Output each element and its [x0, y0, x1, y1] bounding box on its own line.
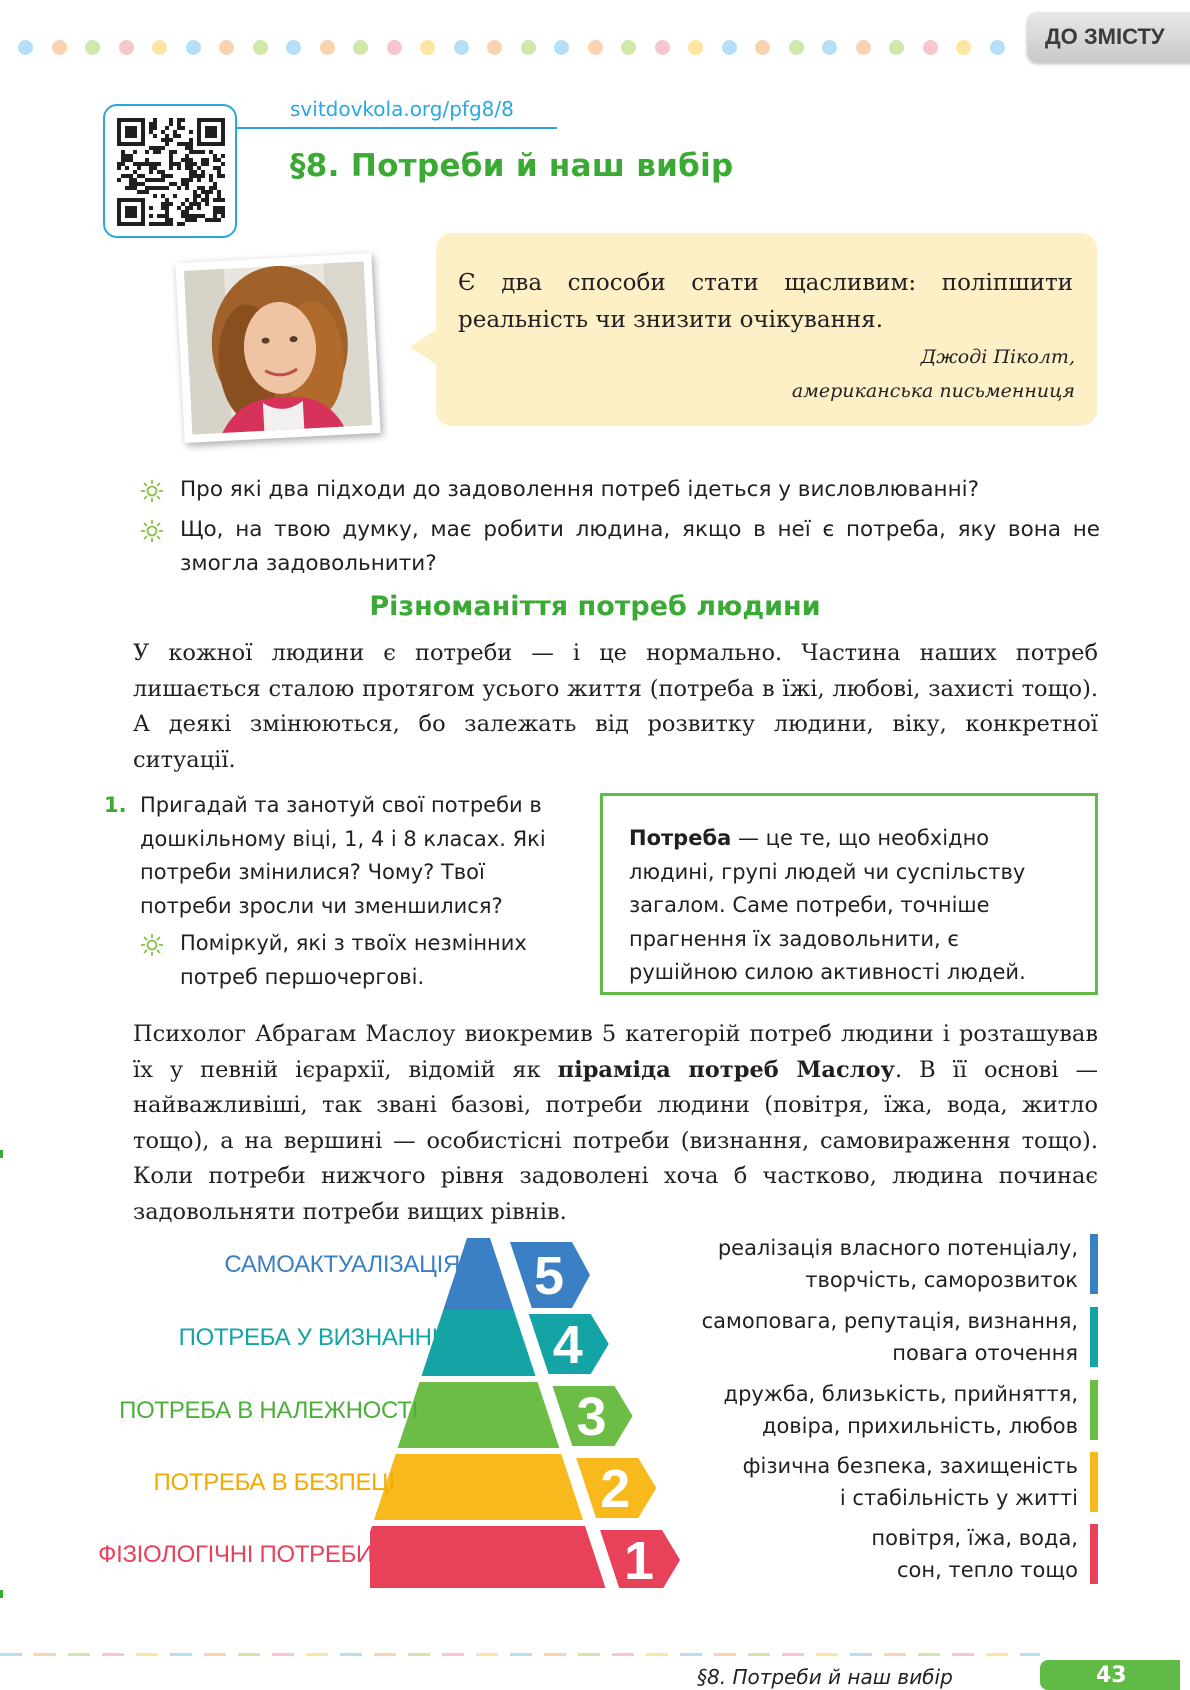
- qr-code-icon: [117, 118, 225, 226]
- sun-icon: [140, 479, 164, 503]
- decorative-dash: [986, 1653, 1008, 1656]
- decorative-dash: [306, 1653, 328, 1656]
- lesson-title: §8. Потреби й наш вибір: [290, 148, 734, 184]
- description-line: сон, тепло тощо: [896, 1558, 1078, 1582]
- decorative-dot: [152, 40, 167, 55]
- decorative-dot: [119, 40, 134, 55]
- description-color-bar: [1090, 1234, 1098, 1294]
- paragraph-maslow: [133, 1017, 1098, 1230]
- author-photo: [175, 253, 380, 443]
- decorative-dash: [510, 1653, 532, 1656]
- decorative-dash: [204, 1653, 226, 1656]
- decorative-dash: [612, 1653, 634, 1656]
- decorative-dash: [340, 1653, 362, 1656]
- definition-term: Потреба: [629, 826, 732, 850]
- decorative-dash: [918, 1653, 940, 1656]
- decorative-dash: [646, 1653, 668, 1656]
- description-line: і стабільність у житті: [839, 1486, 1078, 1510]
- decorative-dash: [952, 1653, 974, 1656]
- decorative-dash: [714, 1653, 736, 1656]
- decorative-dash: [34, 1653, 56, 1656]
- description-line: реалізація власного потенціалу,: [717, 1236, 1078, 1260]
- quote-author: [792, 340, 1075, 408]
- decorative-dot: [688, 40, 703, 55]
- decorative-dash: [748, 1653, 770, 1656]
- decorative-dash: [102, 1653, 124, 1656]
- decorative-dash: [442, 1653, 464, 1656]
- edge-mark: [0, 1590, 3, 1598]
- decorative-dot: [956, 40, 971, 55]
- task-hint: [140, 927, 574, 994]
- decorative-dash: [272, 1653, 294, 1656]
- decorative-dot: [621, 40, 636, 55]
- pyramid-level-label: ПОТРЕБА У ВИЗНАННІ: [178, 1324, 438, 1351]
- decorative-dot: [923, 40, 938, 55]
- description-line: повага оточення: [892, 1341, 1078, 1365]
- toc-button[interactable]: [1027, 12, 1190, 62]
- decorative-dot: [52, 40, 67, 55]
- decorative-dash: [884, 1653, 906, 1656]
- paragraph-maslow-start: Психолог Абрагам Маслоу виокремив 5 категорій потреб людини і розташував їх у певній ієрархії, відомій як: [133, 1021, 1098, 1083]
- decorative-dot: [889, 40, 904, 55]
- decorative-dash: [408, 1653, 430, 1656]
- pyramid-level-number: 4: [552, 1315, 583, 1375]
- description-line: довіра, прихильність, любов: [761, 1414, 1078, 1438]
- decorative-dash: [170, 1653, 192, 1656]
- pyramid-level-number: 2: [600, 1459, 631, 1519]
- question-item: [140, 513, 1100, 581]
- decorative-dot: [554, 40, 569, 55]
- description-color-bar: [1090, 1452, 1098, 1512]
- description-line: повітря, їжа, вода,: [871, 1526, 1078, 1550]
- task-1: [104, 789, 574, 994]
- decorative-dot: [454, 40, 469, 55]
- decorative-dot: [755, 40, 770, 55]
- decorative-dash: [544, 1653, 566, 1656]
- pyramid-level-description: [724, 1378, 1078, 1442]
- sun-icon: [140, 519, 164, 543]
- description-line: самоповага, репутація, визнання,: [701, 1309, 1078, 1333]
- decorative-dot: [219, 40, 234, 55]
- decorative-dot: [353, 40, 368, 55]
- paragraph-maslow-end: . В її основі — найважливіші, так звані базові, потреби людини (повітря, їжа, вода, житло тощо), а на вершині — особистісні потреби (визнання, самовираження тощо). Коли потреби нижчого рівня задоволені хоча б частково, людина починає задовольняти потреби вищих рівнів.: [133, 1056, 1099, 1225]
- description-line: фізична безпека, захищеність: [742, 1454, 1078, 1478]
- pyramid-level-label: ПОТРЕБА В БЕЗПЕЦІ: [153, 1469, 395, 1496]
- pyramid-level-label: ФІЗІОЛОГІЧНІ ПОТРЕБИ: [98, 1541, 373, 1568]
- decorative-dot: [85, 40, 100, 55]
- task-number: 1.: [104, 793, 127, 817]
- decorative-dot: [990, 40, 1005, 55]
- decorative-dot: [856, 40, 871, 55]
- description-line: дружба, близькість, прийняття,: [723, 1382, 1078, 1406]
- quote-text: Є два способи стати щасливим: поліпшити реальність чи знизити очікування.: [458, 270, 1073, 333]
- decorative-dash: [238, 1653, 260, 1656]
- decorative-dot: [186, 40, 201, 55]
- question-text: Що, на твою думку, має робити людина, якщо в неї є потреба, яку вона не змогла задовольнити?: [180, 517, 1100, 576]
- pyramid-level-2: [374, 1454, 583, 1520]
- description-color-bar: [1090, 1524, 1098, 1584]
- definition-text: — це те, що необхідно людині, групі людей чи суспільству загалом. Саме потреби, точніше прагнення їх задовольнити, є рушійною силою активності людей.: [629, 826, 1026, 984]
- quote-author-role: американська письменниця: [791, 380, 1075, 402]
- question-text: Про які два підходи до задоволення потреб ідеться у висловлюванні?: [180, 477, 980, 502]
- paragraph-intro: У кожної людини є потреби — і це нормально. Частина наших потреб лишається сталою протягом усього життя (потреба в їжі, любові, захисті тощо). А деякі змінюються, бо залежать від розвитку людини, віку, конкретної ситуації.: [133, 640, 1098, 773]
- footer-title: §8. Потреби й наш вибір: [697, 1665, 953, 1689]
- pyramid-level-description: [743, 1450, 1078, 1514]
- pyramid-level-3: [398, 1382, 560, 1448]
- decorative-dot: [320, 40, 335, 55]
- question-item: [140, 473, 1100, 507]
- page-number: 43: [1040, 1660, 1180, 1690]
- decorative-dash: [850, 1653, 872, 1656]
- decorative-dash: [68, 1653, 90, 1656]
- portrait-image: [184, 261, 372, 434]
- decorative-dot: [387, 40, 402, 55]
- pyramid-level-4: [421, 1310, 535, 1376]
- decorative-dash: [680, 1653, 702, 1656]
- definition-box: [600, 793, 1098, 995]
- pyramid-level-label: САМОАКТУАЛІЗАЦІЯ: [224, 1251, 460, 1278]
- pyramid-level-number: 5: [533, 1246, 565, 1306]
- decorative-dot: [286, 40, 301, 55]
- top-dotted-border: [18, 40, 1028, 56]
- toc-label: ДО ЗМІСТУ: [1045, 24, 1165, 49]
- maslow-pyramid: [370, 1238, 720, 1588]
- section-title: Різноманіття потреб людини: [369, 591, 821, 622]
- qr-connector-line: [237, 127, 557, 129]
- site-link[interactable]: svitdovkola.org/pfg8/8: [290, 97, 514, 121]
- pyramid-level-number: 3: [576, 1387, 607, 1447]
- decorative-dot: [253, 40, 268, 55]
- decorative-dot: [487, 40, 502, 55]
- decorative-dash: [782, 1653, 804, 1656]
- edge-mark: [0, 1150, 3, 1158]
- decorative-dot: [655, 40, 670, 55]
- decorative-dash: [136, 1653, 158, 1656]
- bottom-dashed-border: [0, 1653, 1040, 1657]
- pyramid-level-label: ПОТРЕБА В НАЛЕЖНОСТІ: [119, 1397, 418, 1424]
- description-line: творчість, саморозвиток: [805, 1268, 1078, 1292]
- decorative-dash: [476, 1653, 498, 1656]
- decorative-dash: [0, 1653, 22, 1656]
- decorative-dot: [822, 40, 837, 55]
- pyramid-level-description: [871, 1522, 1078, 1586]
- pyramid-level-description: [702, 1305, 1078, 1369]
- decorative-dash: [374, 1653, 396, 1656]
- description-color-bar: [1090, 1380, 1098, 1440]
- sun-icon: [140, 933, 164, 957]
- decorative-dot: [521, 40, 536, 55]
- quote-author-name: Джоді Піколт,: [920, 346, 1075, 368]
- decorative-dot: [722, 40, 737, 55]
- decorative-dot: [18, 40, 33, 55]
- pyramid-level-1: [370, 1526, 607, 1588]
- decorative-dash: [578, 1653, 600, 1656]
- decorative-dot: [588, 40, 603, 55]
- decorative-dash: [816, 1653, 838, 1656]
- pyramid-level-number: 1: [624, 1531, 655, 1588]
- decorative-dash: [1020, 1653, 1040, 1656]
- pyramid-level-description: [718, 1232, 1078, 1296]
- task-text: Пригадай та занотуй свої потреби в дошкільному віці, 1, 4 і 8 класах. Які потреби змінилися? Чому? Твої потреби зросли чи зменшилися?: [140, 793, 546, 918]
- decorative-dot: [789, 40, 804, 55]
- maslow-term: піраміда потреб Маслоу: [557, 1056, 895, 1083]
- qr-code[interactable]: [103, 104, 237, 238]
- description-color-bar: [1090, 1307, 1098, 1367]
- task-hint-text: Поміркуй, які з твоїх незмінних потреб першочергові.: [180, 931, 527, 989]
- decorative-dot: [420, 40, 435, 55]
